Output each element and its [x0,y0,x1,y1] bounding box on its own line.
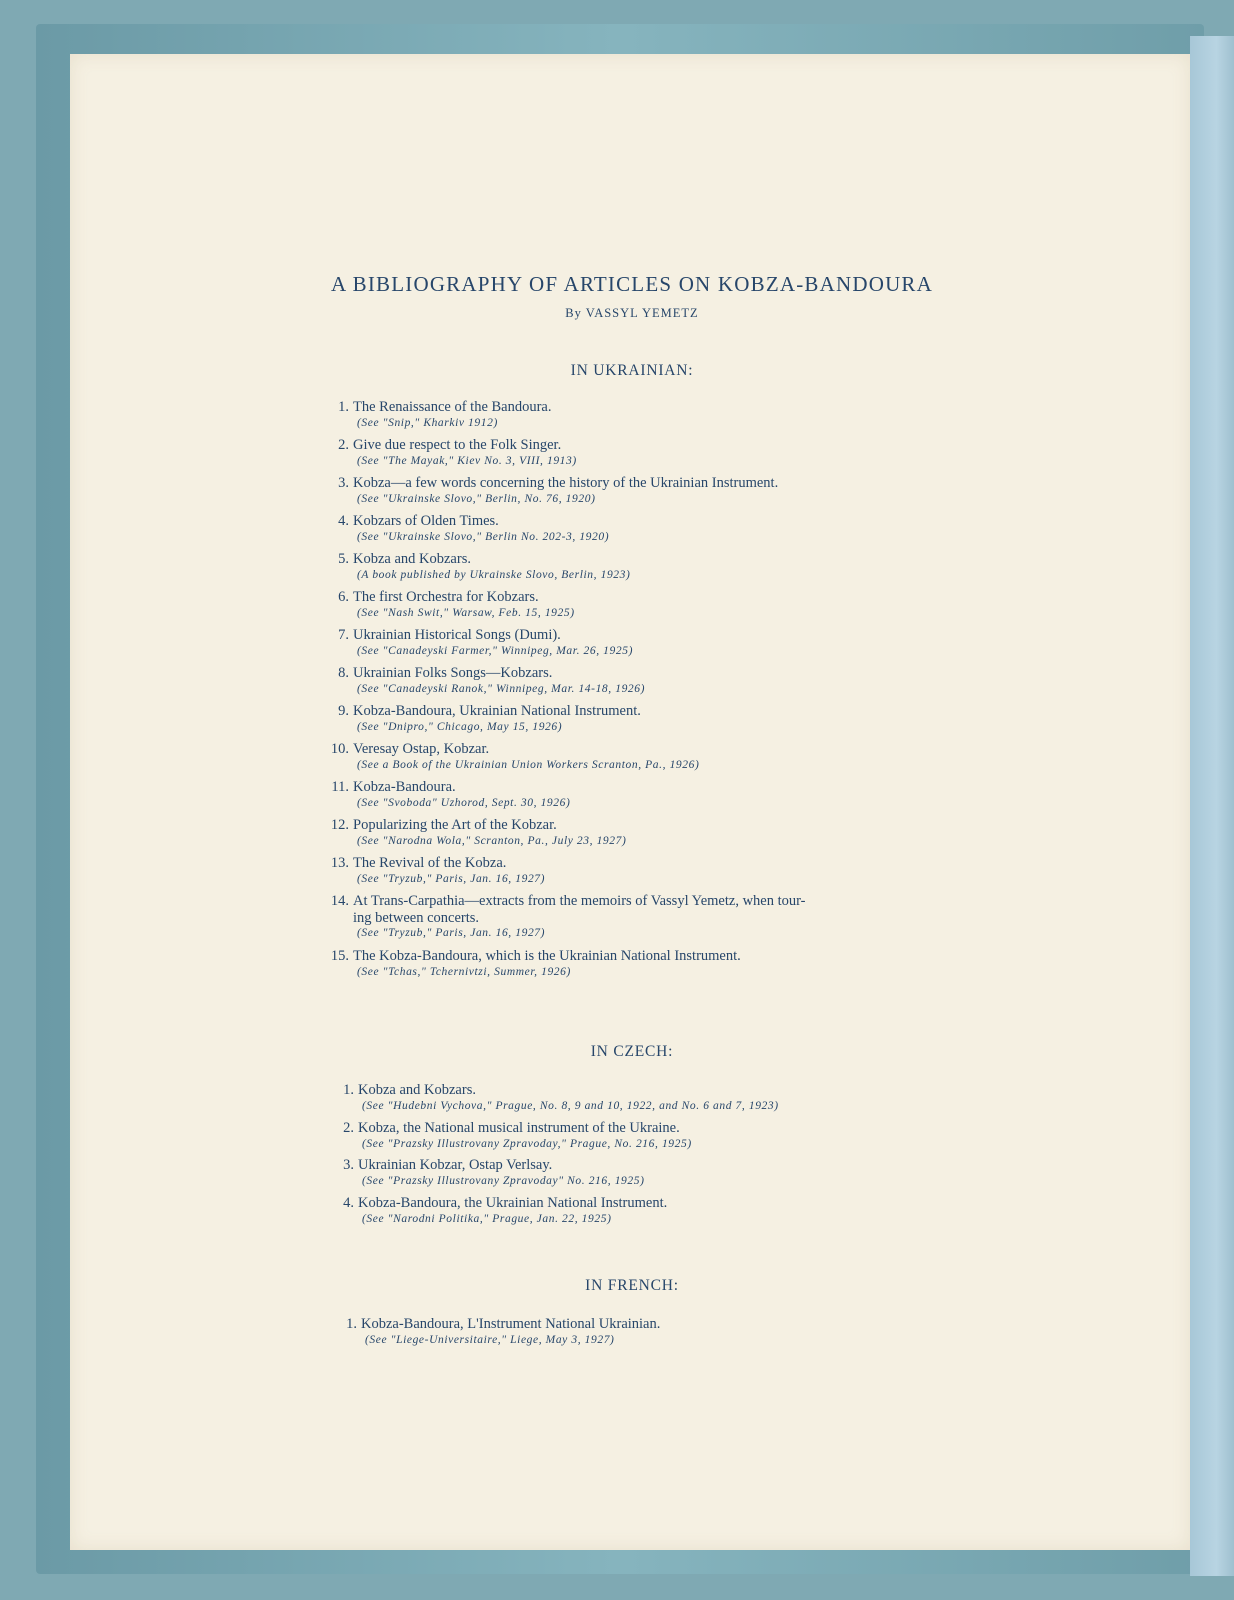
item-number: 7. [338,627,349,643]
adjacent-page-edge [1190,36,1234,1576]
list-item [325,741,806,779]
item-source: (See "Narodna Wola," Scranton, Pa., July 23, 1927) [357,835,627,847]
item-title: Kobza-Bandoura, L'Instrument National Ukrainian. [361,1316,661,1332]
list-item [325,948,806,986]
list-item [325,399,806,437]
item-source: (See "Tryzub," Paris, Jan. 16, 1927) [357,873,546,885]
list-item [330,1120,779,1158]
item-title: Kobza and Kobzars. [353,551,471,567]
item-title: Kobza-Bandoura. [353,779,456,795]
item-title: The Kobza-Bandoura, which is the Ukrainian National Instrument. [353,948,741,964]
section-heading-french: IN FRENCH: [585,1277,679,1294]
item-title: Veresay Ostap, Kobzar. [353,741,490,757]
item-number: 3. [338,475,349,491]
item-number: 11. [331,779,349,795]
item-source: (See "Nash Swit," Warsaw, Feb. 15, 1925) [357,607,575,619]
item-number: 2. [343,1119,354,1136]
list-item [330,1082,779,1120]
list-item [325,665,806,703]
item-title-continuation: ing between concerts. [353,910,480,926]
item-source: (See "Ukrainske Slovo," Berlin No. 202-3, 1920) [357,531,610,543]
list-item [325,627,806,665]
item-source: (See a Book of the Ukrainian Union Workers Scranton, Pa., 1926) [357,759,700,771]
list-item [325,437,806,475]
item-number: 1. [346,1316,357,1332]
item-source: (See "Svoboda" Uzhorod, Sept. 30, 1926) [357,797,571,809]
item-title: Ukrainian Kobzar, Ostap Verlsay. [358,1157,553,1173]
item-title: Ukrainian Folks Songs—Kobzars. [353,665,553,681]
section-heading-ukrainian: IN UKRAINIAN: [570,362,694,379]
item-number: 1. [338,399,349,415]
list-item [325,817,806,855]
item-title: At Trans-Carpathia—extracts from the memoirs of Vassyl Yemetz, when tour- [353,893,806,909]
item-title: The Revival of the Kobza. [353,855,507,871]
item-source: (See "The Mayak," Kiev No. 3, VIII, 1913) [357,455,577,467]
item-title: The first Orchestra for Kobzars. [353,589,539,605]
item-source: (See "Ukrainske Slovo," Berlin, No. 76, 1920) [357,493,596,505]
bibliography-list-czech [330,1082,779,1232]
list-item [325,551,806,589]
list-item [333,1316,660,1348]
item-source: (See "Prazsky Illustrovany Zpravoday" No. 216, 1925) [362,1175,645,1187]
item-title: Kobza and Kobzars. [358,1082,476,1098]
item-source: (See "Hudebni Vychova," Prague, No. 8, 9 and 10, 1922, and No. 6 and 7, 1923) [362,1100,779,1112]
item-title: Kobzars of Olden Times. [353,513,499,529]
item-number: 4. [343,1194,354,1211]
item-title: Popularizing the Art of the Kobzar. [353,817,557,833]
list-item [325,855,806,893]
item-title: Ukrainian Historical Songs (Dumi). [353,627,561,643]
author-byline: By VASSYL YEMETZ [565,306,699,320]
item-source: (See "Tchas," Tchernivtzi, Summer, 1926) [357,966,571,978]
item-title: Kobza-Bandoura, Ukrainian National Instrument. [353,703,641,719]
item-source: (See "Prazsky Illustrovany Zpravoday," Prague, No. 216, 1925) [362,1137,692,1150]
item-title: Kobza, the National musical instrument of the Ukraine. [358,1119,680,1136]
list-item [325,589,806,627]
item-number: 4. [338,513,349,529]
item-title: Give due respect to the Folk Singer. [353,437,562,453]
list-item [325,893,806,948]
bibliography-list-french [333,1316,660,1348]
item-number: 3. [343,1157,354,1173]
item-source: (See "Canadeyski Farmer," Winnipeg, Mar. 26, 1925) [357,645,634,657]
item-number: 12. [330,817,349,833]
item-source: (See "Tryzub," Paris, Jan. 16, 1927) [357,927,546,939]
item-number: 13. [330,855,349,871]
item-title: Kobza—a few words concerning the history of the Ukrainian Instrument. [353,475,779,491]
item-source: (See "Narodni Politika," Prague, Jan. 22, 1925) [362,1212,612,1225]
list-item [325,513,806,551]
item-number: 8. [338,665,349,681]
item-source: (See "Dnipro," Chicago, May 15, 1926) [357,721,563,733]
bibliography-list-ukrainian [325,399,806,986]
section-heading-czech: IN CZECH: [590,1043,674,1060]
list-item [325,475,806,513]
page-title: A BIBLIOGRAPHY OF ARTICLES ON KOBZA-BANDOURA [330,272,934,296]
item-number: 1. [343,1082,354,1098]
item-number: 9. [338,703,349,719]
item-number: 15. [330,948,349,964]
item-number: 2. [338,437,349,453]
list-item [330,1195,779,1233]
list-item [330,1157,779,1195]
item-title: The Renaissance of the Bandoura. [353,399,552,415]
item-source: (A book published by Ukrainske Slovo, Berlin, 1923) [357,569,631,581]
list-item [325,779,806,817]
list-item [325,703,806,741]
item-number: 10. [330,741,349,757]
item-source: (See "Snip," Kharkiv 1912) [357,417,498,429]
item-number: 5. [338,551,349,567]
item-source: (See "Liege-Universitaire," Liege, May 3, 1927) [365,1334,615,1346]
item-number: 14. [330,893,349,909]
item-title: Kobza-Bandoura, the Ukrainian National Instrument. [358,1194,668,1211]
item-source: (See "Canadeyski Ranok," Winnipeg, Mar. 14-18, 1926) [357,683,646,695]
item-number: 6. [338,589,349,605]
